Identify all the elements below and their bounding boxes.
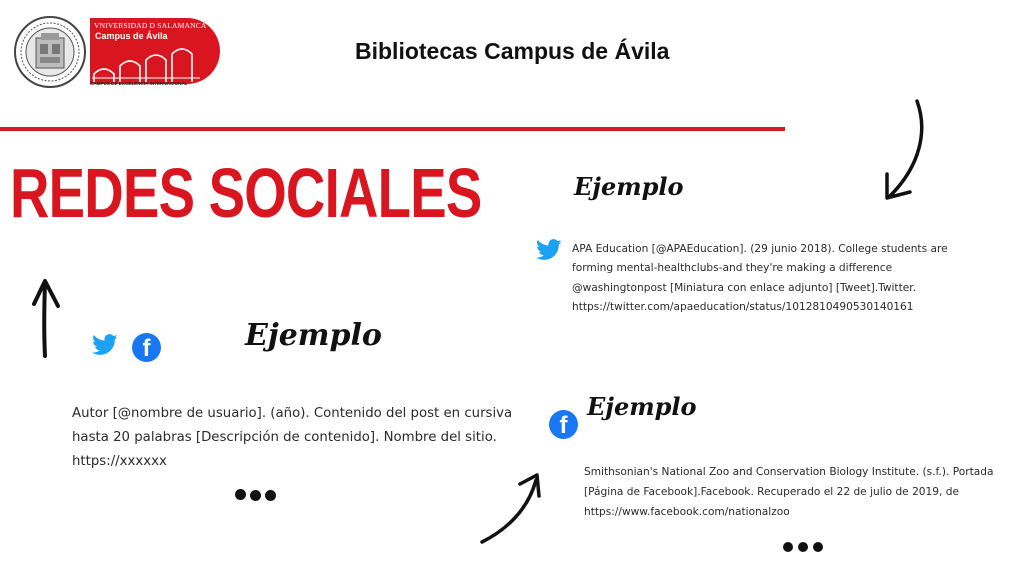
campus-name: Campus de Ávila: [95, 31, 168, 41]
campus-avila-logo: [90, 18, 220, 84]
facebook-citation-line: [Página de Facebook].Facebook. Recuperado el 22 de julio de 2019, de: [584, 486, 960, 498]
facebook-icon[interactable]: f: [549, 410, 578, 439]
arrow-up-icon: [26, 276, 66, 360]
twitter-citation-line: @washingtonpost [Miniatura con enlace adjunto] [Tweet].Twitter.: [572, 281, 916, 294]
university-name: VNIVERSIDAD D SALAMANCA: [94, 21, 207, 30]
facebook-citation-line: https://www.facebook.com/nationalzoo: [584, 506, 790, 518]
twitter-citation-line: APA Education [@APAEducation]. (29 junio 2018). College students are: [572, 243, 948, 255]
red-divider: [0, 127, 785, 131]
example-heading-twitter: Ejemplo: [574, 172, 684, 201]
ellipsis-icon: [235, 489, 279, 501]
template-citation-line: hasta 20 palabras [Descripción de contenido]. Nombre del sitio.: [72, 430, 497, 445]
twitter-citation-line: forming mental-healthclubs-and they're making a difference: [572, 262, 893, 275]
twitter-citation-line: https://twitter.com/apaeducation/status/1012810490530140161: [572, 300, 914, 313]
section-title: REDES SOCIALES: [10, 154, 482, 232]
example-heading-template: Ejemplo: [245, 318, 382, 353]
wall-arches-icon: [90, 44, 220, 84]
ellipsis-icon: [783, 542, 827, 554]
facebook-icon[interactable]: f: [132, 333, 161, 362]
arrow-down-icon: [880, 96, 932, 204]
facebook-citation-line: Smithsonian's National Zoo and Conservation Biology Institute. (s.f.). Portada: [584, 466, 994, 478]
twitter-icon[interactable]: [92, 334, 118, 356]
facebook-citation: [584, 462, 1014, 522]
arrow-up-right-icon: [476, 470, 546, 548]
twitter-citation: [572, 240, 992, 317]
example-heading-facebook: Ejemplo: [587, 392, 697, 421]
page-title: Bibliotecas Campus de Ávila: [355, 38, 670, 64]
template-citation-line: Autor [@nombre de usuario]. (año). Contenido del post en cursiva: [72, 406, 513, 421]
template-citation: [72, 402, 532, 474]
twitter-icon[interactable]: [536, 239, 562, 261]
template-citation-line: https://xxxxxx: [72, 454, 167, 469]
excellence-label: CAMPUS DE EXCELENCIA INTERNACIONAL: [90, 81, 188, 86]
university-seal-logo: [14, 16, 86, 88]
